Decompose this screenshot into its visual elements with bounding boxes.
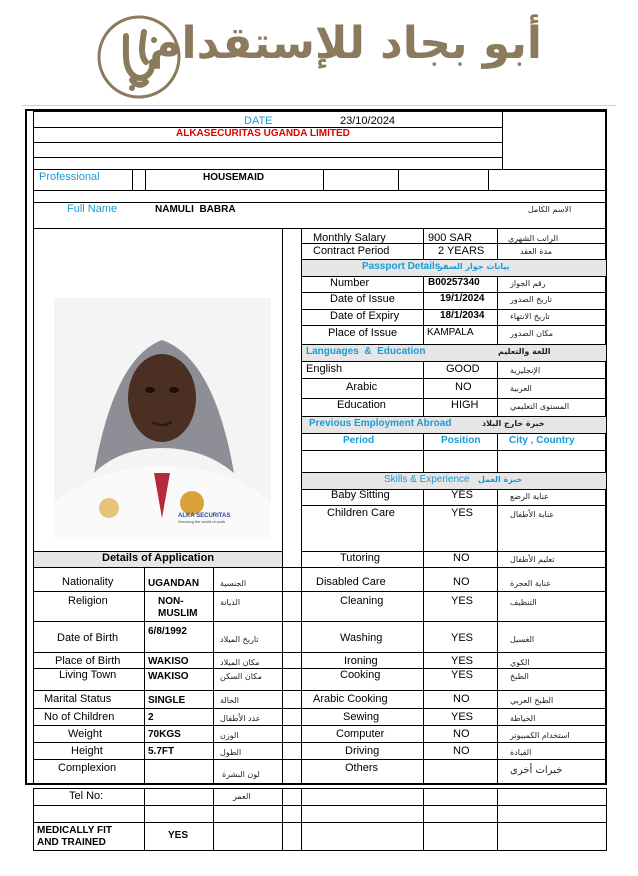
employment-col-period: Period bbox=[343, 435, 375, 446]
skill-row-arabic: تعليم الأطفال bbox=[510, 555, 555, 564]
language-row-label: English bbox=[306, 363, 343, 375]
language-row-label: Arabic bbox=[346, 381, 378, 393]
passport-row-label: Date of Expiry bbox=[330, 310, 400, 322]
photo-badge-sub: Securing the world of work bbox=[178, 519, 226, 524]
passport-row-arabic: تاريخ الصدور bbox=[510, 295, 552, 304]
passport-title: Passport Details bbox=[362, 261, 441, 272]
application-row-label: Weight bbox=[68, 728, 103, 740]
employment-col-city: City , Country bbox=[509, 435, 575, 446]
agency-name: ALKASECURITAS UGANDA LIMITED bbox=[176, 128, 350, 139]
medical-label: MEDICALLY FIT AND TRAINED bbox=[37, 825, 113, 848]
skill-row-value: YES bbox=[451, 507, 474, 519]
employment-col-position: Position bbox=[441, 435, 481, 446]
skill-row-arabic: الطبخ العربي bbox=[510, 696, 554, 705]
skill-row-arabic: عناية الأطفال bbox=[510, 510, 555, 519]
language-row-value: GOOD bbox=[446, 363, 480, 375]
skill-row-label: Baby Sitting bbox=[331, 489, 390, 501]
skill-row-value: NO bbox=[453, 728, 470, 740]
skill-row-label: Tutoring bbox=[340, 552, 380, 564]
skills-title: Skills & Experience bbox=[384, 474, 470, 485]
passport-row-value: KAMPALA bbox=[427, 327, 474, 338]
application-row-arabic: الحالة bbox=[220, 696, 239, 705]
skill-row-value: YES bbox=[451, 669, 474, 681]
tel-arabic: العمر bbox=[233, 792, 251, 801]
application-row-value: 2 bbox=[148, 712, 154, 723]
skills-title-arabic: خبرة العمل bbox=[478, 475, 523, 484]
application-row-value: WAKISO bbox=[148, 671, 189, 682]
skill-row-label: Others bbox=[345, 762, 379, 774]
skill-row-label: Sewing bbox=[343, 711, 380, 723]
application-row-value: 70KGS bbox=[148, 729, 181, 740]
application-row-label: Nationality bbox=[62, 576, 114, 588]
skill-row-arabic: الكوي bbox=[510, 658, 530, 667]
logo-text: أبو بجاد للإستقدام bbox=[149, 18, 542, 69]
photo-badge-text: ALKA SECURITAS bbox=[178, 513, 231, 519]
application-row-value: NON- MUSLIM bbox=[158, 596, 198, 619]
application-row-label: Living Town bbox=[59, 669, 117, 681]
application-row-value: 5.7FT bbox=[148, 746, 175, 757]
tel-label: Tel No: bbox=[69, 790, 104, 802]
passport-row-label: Place of Issue bbox=[328, 327, 398, 339]
employment-title: Previous Employment Abroad bbox=[309, 418, 452, 429]
date-value: 23/10/2024 bbox=[340, 115, 396, 127]
full-name-value: NAMULI BABRA bbox=[155, 204, 236, 215]
full-name-arabic: الاسم الكامل bbox=[528, 205, 572, 214]
skill-row-arabic: عناية العجزة bbox=[510, 579, 551, 588]
salary-value: 900 SAR bbox=[428, 232, 473, 244]
skill-row-arabic: الخياطة bbox=[510, 714, 536, 723]
skill-row-label: Computer bbox=[336, 728, 385, 740]
skill-row-arabic: التنظيف bbox=[510, 598, 537, 607]
passport-row-value: 18/1/2034 bbox=[440, 310, 485, 321]
application-row-arabic: مكان الميلاد bbox=[220, 658, 260, 667]
languages-title: Languages & Education bbox=[306, 346, 426, 357]
skill-row-label: Disabled Care bbox=[316, 576, 386, 588]
application-row-value: WAKISO bbox=[148, 656, 189, 667]
passport-title-arabic: بيانات جواز السفر bbox=[438, 262, 510, 271]
period-arabic: مدة العقد bbox=[520, 247, 552, 256]
skill-row-value: YES bbox=[451, 711, 474, 723]
skill-row-arabic: استخدام الكمبيوتر bbox=[510, 731, 570, 740]
skill-row-value: NO bbox=[453, 693, 470, 705]
language-row-arabic: المستوى التعليمي bbox=[510, 402, 570, 411]
application-row-arabic: مكان السكن bbox=[220, 672, 262, 681]
passport-row-label: Date of Issue bbox=[330, 293, 395, 305]
skill-row-label: Arabic Cooking bbox=[313, 693, 388, 705]
full-name-label: Full Name bbox=[67, 203, 118, 215]
employment-title-arabic: خبرة خارج البلاد bbox=[482, 419, 545, 428]
passport-row-value: B00257340 bbox=[428, 277, 480, 288]
skill-row-label: Driving bbox=[345, 745, 380, 757]
application-row-label: Height bbox=[71, 745, 103, 757]
application-row-value: UGANDAN bbox=[148, 578, 200, 589]
application-row-arabic: لون البشرة bbox=[222, 770, 260, 779]
application-row-label: Religion bbox=[68, 595, 108, 607]
skill-row-arabic: الطبخ bbox=[510, 672, 529, 681]
salary-label: Monthly Salary bbox=[313, 232, 386, 244]
application-row-label: Marital Status bbox=[44, 693, 112, 705]
skill-row-value: NO bbox=[453, 745, 470, 757]
skill-row-value: YES bbox=[451, 489, 474, 501]
language-row-label: Education bbox=[337, 399, 386, 411]
professional-value: HOUSEMAID bbox=[203, 172, 265, 183]
salary-arabic: الراتب الشهري bbox=[508, 234, 559, 243]
skill-row-arabic: القيادة bbox=[510, 748, 532, 757]
languages-title-arabic: اللغة والتعليم bbox=[498, 347, 551, 356]
skill-row-label: Washing bbox=[340, 632, 383, 644]
skill-row-value: NO bbox=[453, 552, 470, 564]
passport-row-arabic: رقم الجواز bbox=[510, 279, 546, 288]
medical-value: YES bbox=[168, 830, 189, 841]
skill-row-label: Cooking bbox=[340, 669, 381, 681]
skill-row-arabic: خبرات أخرى bbox=[510, 765, 563, 776]
skill-row-arabic: عناية الرضع bbox=[510, 492, 549, 501]
application-row-arabic: الوزن bbox=[220, 731, 239, 740]
passport-row-arabic: مكان الصدور bbox=[510, 329, 554, 338]
professional-label: Professional bbox=[39, 171, 100, 183]
language-row-arabic: الإنجليزية bbox=[510, 366, 541, 375]
application-row-arabic: الجنسية bbox=[220, 579, 247, 588]
passport-row-label: Number bbox=[330, 277, 370, 289]
skill-row-arabic: الغسيل bbox=[510, 635, 535, 644]
application-row-label: Complexion bbox=[58, 762, 117, 774]
application-title: Details of Application bbox=[102, 552, 215, 564]
application-row-arabic: الديانة bbox=[220, 598, 241, 607]
language-row-value: HIGH bbox=[451, 399, 479, 411]
application-row-value: SINGLE bbox=[148, 695, 186, 706]
date-label: DATE bbox=[244, 115, 273, 127]
skill-row-value: NO bbox=[453, 576, 470, 588]
passport-row-arabic: تاريخ الانتهاء bbox=[510, 312, 550, 321]
application-row-label: No of Children bbox=[44, 711, 115, 723]
language-row-value: NO bbox=[455, 381, 472, 393]
application-row-arabic: تاريخ الميلاد bbox=[220, 635, 259, 644]
application-row-arabic: الطول bbox=[220, 748, 242, 757]
skill-row-label: Cleaning bbox=[340, 595, 384, 607]
skill-row-value: YES bbox=[451, 655, 474, 667]
skill-row-value: YES bbox=[451, 632, 474, 644]
passport-row-value: 19/1/2024 bbox=[440, 293, 485, 304]
skill-row-label: Children Care bbox=[327, 507, 395, 519]
skill-row-value: YES bbox=[451, 595, 474, 607]
application-row-arabic: عدد الأطفال bbox=[220, 714, 261, 723]
application-row-value: 6/8/1992 bbox=[148, 626, 187, 637]
application-row-label: Place of Birth bbox=[55, 655, 121, 667]
period-label: Contract Period bbox=[313, 245, 390, 257]
language-row-arabic: العربية bbox=[510, 384, 532, 393]
applicant-photo bbox=[54, 298, 271, 539]
skill-row-label: Ironing bbox=[344, 655, 378, 667]
period-value: 2 YEARS bbox=[438, 245, 485, 257]
application-row-label: Date of Birth bbox=[57, 632, 119, 644]
